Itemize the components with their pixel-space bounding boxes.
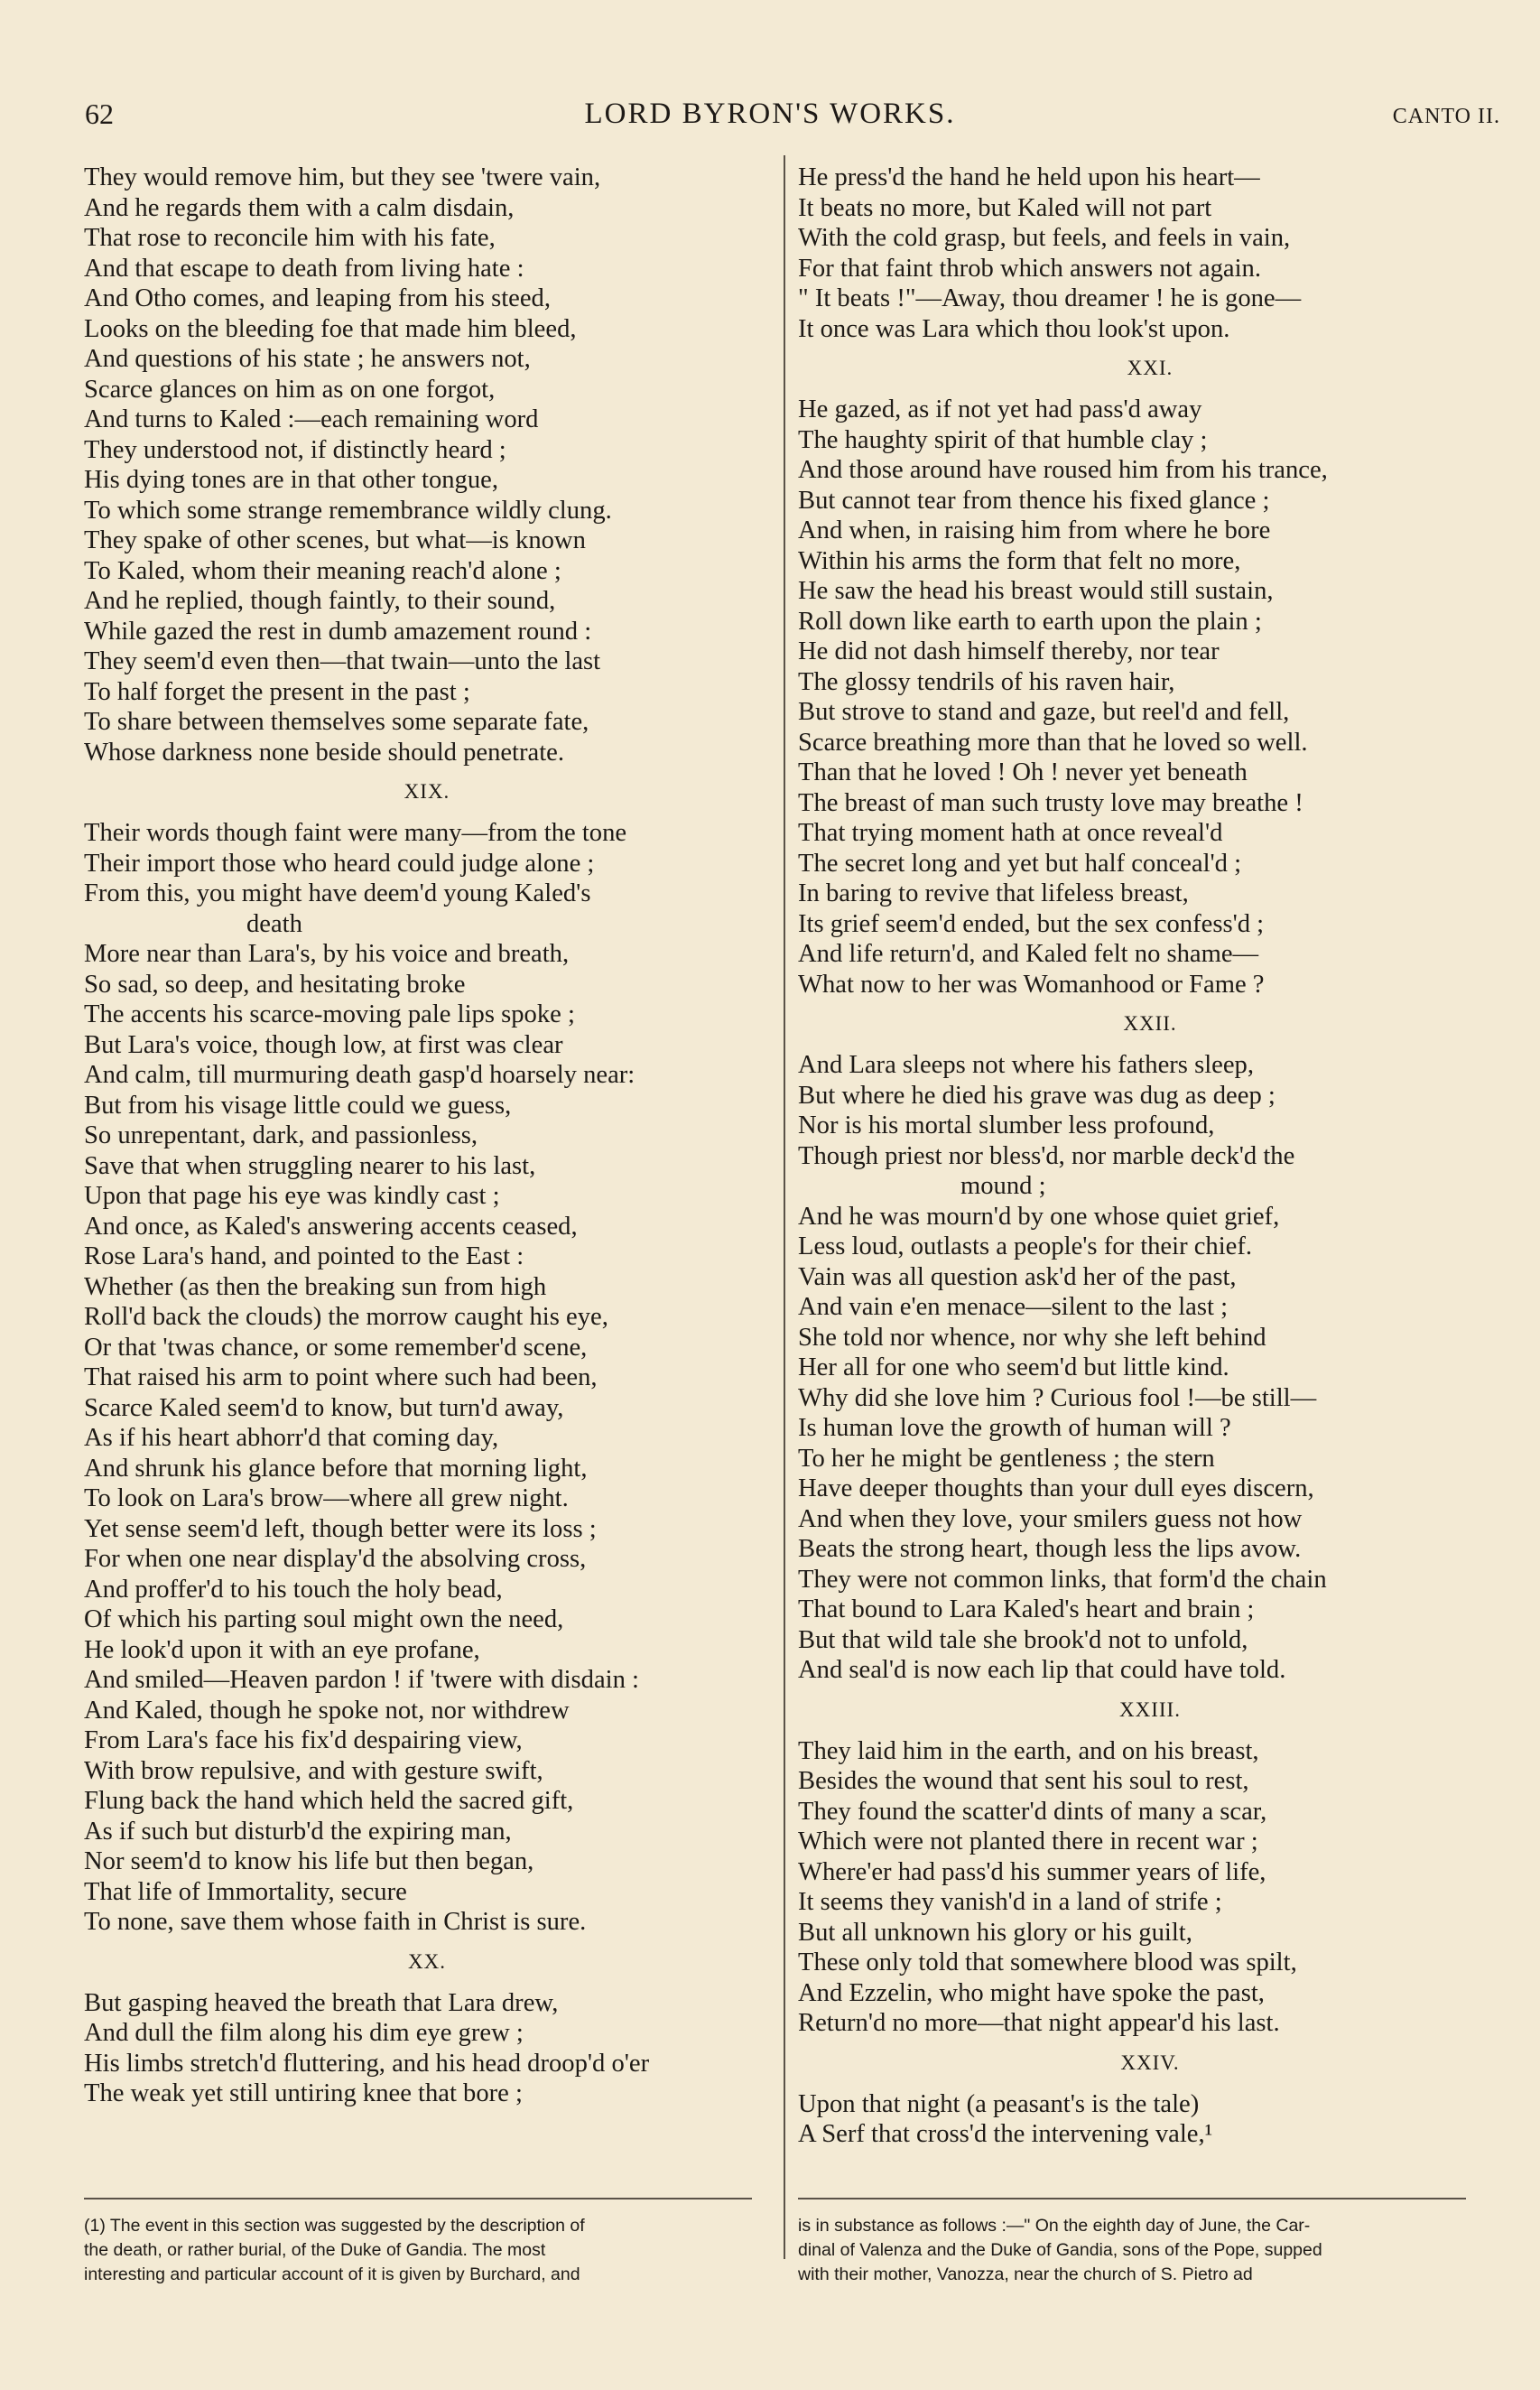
- verse-line: That life of Immortality, secure: [84, 1877, 407, 1906]
- verse-line: They were not common links, that form'd the chain: [798, 1565, 1327, 1594]
- verse-line: Besides the wound that sent his soul to rest,: [798, 1767, 1249, 1795]
- verse-line: His dying tones are in that other tongue,: [84, 466, 498, 494]
- verse-line: That rose to reconcile him with his fate,: [84, 224, 496, 252]
- verse-line: And when they love, your smilers guess not how: [798, 1504, 1303, 1533]
- verse-line: And Ezzelin, who might have spoke the past,: [798, 1978, 1265, 2007]
- verse-line-continuation: mound ;: [960, 1172, 1046, 1200]
- verse-line: And that escape to death from living hate :: [84, 254, 524, 283]
- verse-line: Flung back the hand which held the sacred gift,: [84, 1787, 574, 1815]
- verse-line: Where'er had pass'd his summer years of life,: [798, 1857, 1266, 1886]
- verse-line: So unrepentant, dark, and passionless,: [84, 1121, 478, 1149]
- verse-line: With brow repulsive, and with gesture swift,: [84, 1756, 543, 1785]
- verse-line: But where he died his grave was dug as deep ;: [798, 1081, 1276, 1110]
- footnote-left: [84, 2214, 765, 2287]
- stanza-xviii-continued: [84, 163, 770, 767]
- footnote-right: [798, 2214, 1493, 2287]
- verse-line: With the cold grasp, but feels, and feels in vain,: [798, 224, 1291, 252]
- verse-line: The glossy tendrils of his raven hair,: [798, 667, 1175, 696]
- verse-line: Less loud, outlasts a people's for their chief.: [798, 1232, 1253, 1260]
- verse-line: Is human love the growth of human will ?: [798, 1414, 1231, 1442]
- footnote-rule-right: [798, 2198, 1466, 2199]
- stanza-xxi: [798, 395, 1502, 1000]
- verse-line: In baring to revive that lifeless breast,: [798, 879, 1189, 907]
- verse-line: They spake of other scenes, but what—is known: [84, 526, 586, 554]
- verse-line: Their import those who heard could judge alone ;: [84, 849, 595, 878]
- verse-line: Nor is his mortal slumber less profound,: [798, 1111, 1215, 1139]
- verse-line: Scarce glances on him as on one forgot,: [84, 375, 496, 404]
- verse-line: Roll down like earth to earth upon the plain ;: [798, 607, 1262, 636]
- verse-line: Whether (as then the breaking sun from high: [84, 1272, 547, 1301]
- verse-line: And Kaled, though he spoke not, nor withdrew: [84, 1696, 570, 1725]
- verse-line: And he regards them with a calm disdain,: [84, 193, 515, 222]
- verse-line: Rose Lara's hand, and pointed to the East :: [84, 1242, 524, 1270]
- verse-line: And he replied, though faintly, to their sound,: [84, 587, 556, 615]
- verse-line: Yet sense seem'd left, though better were its loss ;: [84, 1514, 597, 1543]
- verse-line: Vain was all question ask'd her of the past,: [798, 1262, 1237, 1291]
- verse-line: The haughty spirit of that humble clay ;: [798, 425, 1208, 454]
- verse-line: He press'd the hand he held upon his heart—: [798, 163, 1260, 191]
- verse-line: The secret long and yet but half conceal'd ;: [798, 849, 1242, 878]
- verse-line: And seal'd is now each lip that could have told.: [798, 1656, 1286, 1684]
- verse-line: And dull the film along his dim eye grew ;: [84, 2019, 524, 2047]
- verse-line: They understood not, if distinctly heard ;: [84, 435, 506, 464]
- verse-line: It beats no more, but Kaled will not part: [798, 193, 1212, 222]
- verse-line: He look'd upon it with an eye profane,: [84, 1635, 480, 1664]
- verse-line: Beats the strong heart, though less the lips avow.: [798, 1535, 1302, 1563]
- verse-line: " It beats !"—Away, thou dreamer ! he is gone—: [798, 284, 1302, 312]
- verse-line: And Lara sleeps not where his fathers sleep,: [798, 1051, 1254, 1079]
- section-heading-xix: XIX.: [404, 780, 450, 803]
- verse-line-split: Though priest nor bless'd, nor marble deck'd the: [798, 1141, 1295, 1170]
- verse-line: Save that when struggling nearer to his last,: [84, 1151, 536, 1180]
- page-number: 62: [85, 98, 114, 130]
- footnote-rule-left: [84, 2198, 752, 2199]
- verse-line: And proffer'd to his touch the holy bead,: [84, 1575, 503, 1604]
- verse-line: To none, save them whose faith in Christ is sure.: [84, 1908, 587, 1936]
- footnote-line: dinal of Valenza and the Duke of Gandia, sons of the Pope, supped: [798, 2240, 1322, 2260]
- stanza-xxiii: [798, 1736, 1502, 2039]
- verse-line: While gazed the rest in dumb amazement round :: [84, 617, 592, 646]
- page-header: [0, 98, 1540, 152]
- footnote-line: is in substance as follows :—" On the eighth day of June, the Car-: [798, 2216, 1311, 2236]
- verse-line: The breast of man such trusty love may breathe !: [798, 788, 1303, 817]
- verse-line: But gasping heaved the breath that Lara drew,: [84, 1988, 559, 2017]
- verse-line: He gazed, as if not yet had pass'd away: [798, 395, 1202, 423]
- verse-line: Upon that page his eye was kindly cast ;: [84, 1182, 500, 1210]
- verse-line: And turns to Kaled :—each remaining word: [84, 405, 539, 433]
- verse-line: As if such but disturb'd the expiring man,: [84, 1817, 512, 1846]
- verse-line: Looks on the bleeding foe that made him bleed,: [84, 314, 577, 343]
- verse-line: And those around have roused him from his trance,: [798, 456, 1328, 484]
- verse-line: Which were not planted there in recent war ;: [798, 1827, 1258, 1855]
- verse-line: And once, as Kaled's answering accents ceased,: [84, 1212, 578, 1241]
- verse-line: He did not dash himself thereby, nor tear: [798, 637, 1220, 665]
- section-heading-xxii: XXII.: [1123, 1012, 1177, 1035]
- verse-line: It once was Lara which thou look'st upon.: [798, 314, 1230, 343]
- verse-line: And Otho comes, and leaping from his steed,: [84, 284, 551, 312]
- verse-line: Of which his parting soul might own the need,: [84, 1605, 564, 1633]
- verse-line: Nor seem'd to know his life but then began,: [84, 1847, 534, 1875]
- verse-line: More near than Lara's, by his voice and breath,: [84, 940, 570, 968]
- right-column: [798, 163, 1502, 2150]
- verse-line: What now to her was Womanhood or Fame ?: [798, 970, 1265, 999]
- verse-line: To look on Lara's brow—where all grew night.: [84, 1484, 569, 1512]
- verse-line: Whose darkness none beside should penetrate.: [84, 738, 565, 767]
- verse-line: It seems they vanish'd in a land of strife ;: [798, 1888, 1222, 1916]
- stanza-xix-part2: [84, 939, 770, 1938]
- verse-line: That bound to Lara Kaled's heart and brain ;: [798, 1595, 1255, 1623]
- verse-line: His limbs stretch'd fluttering, and his head droop'd o'er: [84, 2049, 650, 2078]
- verse-line: These only told that somewhere blood was spilt,: [798, 1948, 1297, 1976]
- stanza-xxii-part2: [798, 1202, 1502, 1686]
- verse-line: For that faint throb which answers not again.: [798, 254, 1261, 283]
- verse-line: And shrunk his glance before that morning light,: [84, 1454, 588, 1483]
- footnote-line: (1) The event in this section was suggested by the description of: [84, 2216, 585, 2236]
- footnote-line: interesting and particular account of it is given by Burchard, and: [84, 2264, 580, 2284]
- verse-line-split: From this, you might have deem'd young Kaled's: [84, 879, 591, 907]
- stanza-xxiv: [798, 2089, 1502, 2150]
- verse-line: For when one near display'd the absolving cross,: [84, 1545, 587, 1573]
- verse-line: And when, in raising him from where he bore: [798, 516, 1271, 544]
- verse-line: To share between themselves some separate fate,: [84, 708, 589, 736]
- verse-line: And questions of his state ; he answers not,: [84, 345, 531, 373]
- verse-line: They seem'd even then—that twain—unto the last: [84, 647, 601, 675]
- verse-line: But cannot tear from thence his fixed glance ;: [798, 486, 1270, 515]
- verse-line: She told nor whence, nor why she left behind: [798, 1323, 1266, 1352]
- canto-label: CANTO II.: [1392, 105, 1500, 128]
- verse-line: Its grief seem'd ended, but the sex confess'd ;: [798, 909, 1265, 938]
- verse-line: Their words though faint were many—from the tone: [84, 819, 627, 847]
- section-heading-xxiii: XXIII.: [1119, 1697, 1181, 1721]
- verse-line: Have deeper thoughts than your dull eyes discern,: [798, 1474, 1314, 1502]
- verse-line: To half forget the present in the past ;: [84, 677, 470, 706]
- verse-line: To Kaled, whom their meaning reach'd alone ;: [84, 556, 561, 585]
- verse-line: To which some strange remembrance wildly clung.: [84, 496, 612, 525]
- verse-line: Upon that night (a peasant's is the tale): [798, 2089, 1200, 2118]
- section-heading-xxi: XXI.: [1127, 357, 1174, 379]
- verse-line: They would remove him, but they see 'twere vain,: [84, 163, 601, 191]
- verse-line: As if his heart abhorr'd that coming day,: [84, 1424, 499, 1452]
- section-heading-xxiv: XXIV.: [1120, 2051, 1180, 2074]
- verse-line: The weak yet still untiring knee that bore ;: [84, 2079, 523, 2107]
- verse-line: He saw the head his breast would still sustain,: [798, 577, 1274, 605]
- verse-line: But from his visage little could we guess,: [84, 1091, 512, 1120]
- verse-line: And calm, till murmuring death gasp'd hoarsely near:: [84, 1061, 635, 1089]
- verse-line: From Lara's face his fix'd despairing view,: [84, 1726, 523, 1754]
- verse-line: Than that he loved ! Oh ! never yet beneath: [798, 758, 1248, 786]
- left-column: [84, 163, 770, 2109]
- verse-line: They laid him in the earth, and on his breast,: [798, 1736, 1259, 1765]
- verse-line-continuation: death: [246, 909, 302, 938]
- stanza-xx: [84, 1988, 770, 2109]
- verse-line: And he was mourn'd by one whose quiet grief,: [798, 1202, 1280, 1231]
- verse-line: And life return'd, and Kaled felt no shame—: [798, 940, 1259, 968]
- verse-line: Roll'd back the clouds) the morrow caught his eye,: [84, 1303, 608, 1331]
- footnote-line: the death, or rather burial, of the Duke of Gandia. The most: [84, 2240, 546, 2260]
- verse-line: And smiled—Heaven pardon ! if 'twere with disdain :: [84, 1666, 640, 1694]
- verse-line: So sad, so deep, and hesitating broke: [84, 970, 466, 999]
- verse-line: Within his arms the form that felt no more,: [798, 546, 1241, 575]
- stanza-xx-continued: [798, 163, 1502, 344]
- verse-line: Scarce Kaled seem'd to know, but turn'd away,: [84, 1393, 564, 1422]
- verse-line: The accents his scarce-moving pale lips spoke ;: [84, 1000, 575, 1028]
- verse-line: And vain e'en menace—silent to the last ;: [798, 1293, 1229, 1321]
- verse-line: Scarce breathing more than that he loved so well.: [798, 728, 1308, 757]
- verse-line: But that wild tale she brook'd not to unfold,: [798, 1625, 1248, 1654]
- footnote-line: with their mother, Vanozza, near the church of S. Pietro ad: [798, 2264, 1253, 2284]
- verse-line: Or that 'twas chance, or some remember'd scene,: [84, 1333, 588, 1362]
- verse-line: But strove to stand and gaze, but reel'd and fell,: [798, 698, 1290, 726]
- stanza-xxii-part1: [798, 1050, 1502, 1141]
- verse-line: Her all for one who seem'd but little kind.: [798, 1353, 1229, 1381]
- running-title: LORD BYRON'S WORKS.: [584, 98, 956, 130]
- verse-line: That trying moment hath at once reveal'd: [798, 819, 1223, 847]
- verse-line: But Lara's voice, though low, at first was clear: [84, 1030, 563, 1059]
- stanza-xix-part1: [84, 818, 770, 879]
- verse-line: Why did she love him ? Curious fool !—be still—: [798, 1383, 1317, 1412]
- section-heading-xx: XX.: [408, 1949, 446, 1973]
- verse-line: Return'd no more—that night appear'd his last.: [798, 2009, 1280, 2037]
- verse-line: To her he might be gentleness ; the stern: [798, 1444, 1215, 1473]
- verse-line: That raised his arm to point where such had been,: [84, 1363, 598, 1391]
- verse-line: A Serf that cross'd the intervening vale,¹: [798, 2120, 1213, 2148]
- verse-line: But all unknown his glory or his guilt,: [798, 1918, 1192, 1947]
- verse-line: They found the scatter'd dints of many a scar,: [798, 1797, 1267, 1826]
- column-divider: [784, 155, 785, 2259]
